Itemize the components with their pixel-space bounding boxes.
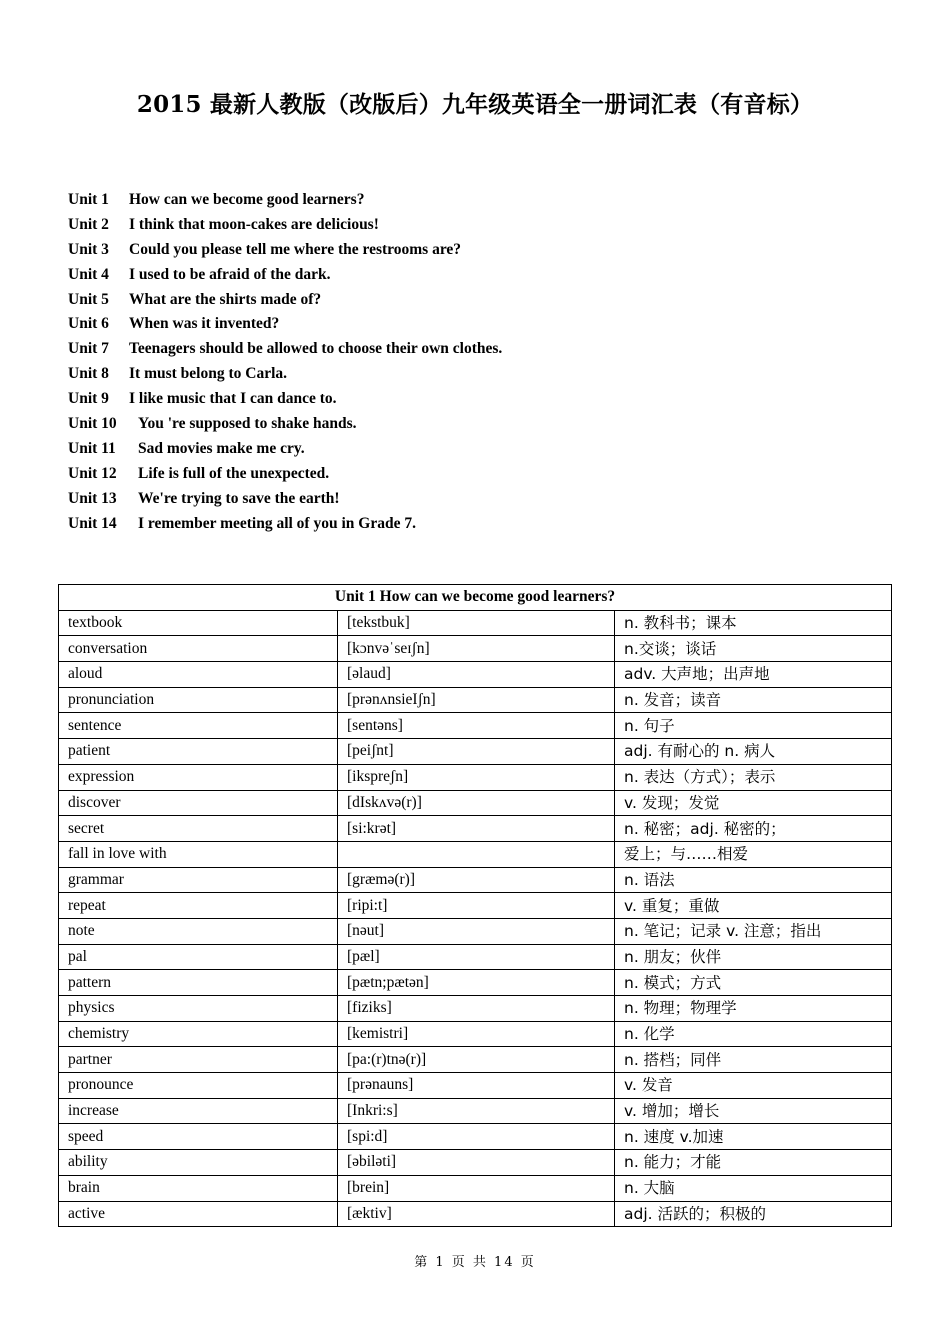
unit-number: Unit 6 xyxy=(68,315,109,333)
vocabulary-table xyxy=(58,584,892,1227)
phonetic-cell: [əlaud] xyxy=(338,662,615,688)
phonetic-cell: [peiʃnt] xyxy=(338,739,615,765)
meaning-cell: n. 能力；才能 xyxy=(615,1150,892,1176)
table-row xyxy=(59,867,892,893)
word-cell: textbook xyxy=(59,610,338,636)
word-cell: patient xyxy=(59,739,338,765)
phonetic-cell: [si:krət] xyxy=(338,816,615,842)
phonetic-cell: [kemistri] xyxy=(338,1021,615,1047)
word-cell: active xyxy=(59,1201,338,1227)
unit-number: Unit 8 xyxy=(68,365,109,383)
phonetic-cell: [pætn;pætən] xyxy=(338,970,615,996)
table-row xyxy=(59,816,892,842)
phonetic-cell: [dIskʌvə(r)] xyxy=(338,790,615,816)
phonetic-cell: [Inkri:s] xyxy=(338,1098,615,1124)
unit-number: Unit 7 xyxy=(68,340,109,358)
word-cell: partner xyxy=(59,1047,338,1073)
meaning-cell: n. 笔记；记录 v. 注意；指出 xyxy=(615,918,892,944)
word-cell: pal xyxy=(59,944,338,970)
word-cell: expression xyxy=(59,764,338,790)
unit-title: We're trying to save the earth! xyxy=(138,489,340,507)
unit-number: Unit 3 xyxy=(68,240,109,258)
meaning-cell: n. 教科书；课本 xyxy=(615,610,892,636)
phonetic-cell: [sentəns] xyxy=(338,713,615,739)
word-cell: ability xyxy=(59,1150,338,1176)
phonetic-cell xyxy=(338,841,615,867)
meaning-cell: v. 发音 xyxy=(615,1073,892,1099)
table-row xyxy=(59,841,892,867)
unit-title: When was it invented? xyxy=(129,315,280,333)
meaning-cell: n.交谈；谈话 xyxy=(615,636,892,662)
table-row xyxy=(59,687,892,713)
unit-list-item xyxy=(68,387,502,412)
meaning-cell: n. 秘密；adj. 秘密的； xyxy=(615,816,892,842)
phonetic-cell: [æktiv] xyxy=(338,1201,615,1227)
word-cell: pronounce xyxy=(59,1073,338,1099)
table-row xyxy=(59,1047,892,1073)
phonetic-cell: [pa:(r)tnə(r)] xyxy=(338,1047,615,1073)
phonetic-cell: [tekstbuk] xyxy=(338,610,615,636)
word-cell: note xyxy=(59,918,338,944)
table-row xyxy=(59,739,892,765)
word-cell: repeat xyxy=(59,893,338,919)
table-row xyxy=(59,636,892,662)
meaning-cell: n. 模式；方式 xyxy=(615,970,892,996)
unit-list-item xyxy=(68,362,502,387)
phonetic-cell: [prənauns] xyxy=(338,1073,615,1099)
unit-title: What are the shirts made of? xyxy=(129,290,322,308)
meaning-cell: n. 搭档；同伴 xyxy=(615,1047,892,1073)
unit-list-item xyxy=(68,263,502,288)
word-cell: brain xyxy=(59,1175,338,1201)
unit-list-item xyxy=(68,288,502,313)
table-row xyxy=(59,1021,892,1047)
meaning-cell: n. 速度 v.加速 xyxy=(615,1124,892,1150)
meaning-cell: v. 重复；重做 xyxy=(615,893,892,919)
unit-number: Unit 9 xyxy=(68,390,109,408)
meaning-cell: n. 句子 xyxy=(615,713,892,739)
unit-number: Unit 14 xyxy=(68,514,117,532)
unit-list-item xyxy=(68,238,502,263)
table-header-row xyxy=(59,585,892,611)
table-row xyxy=(59,996,892,1022)
meaning-cell: adv. 大声地；出声地 xyxy=(615,662,892,688)
unit-title: I remember meeting all of you in Grade 7. xyxy=(138,514,416,532)
unit-list-item xyxy=(68,512,502,537)
word-cell: aloud xyxy=(59,662,338,688)
table-row xyxy=(59,918,892,944)
table-row xyxy=(59,1201,892,1227)
unit-number: Unit 12 xyxy=(68,464,117,482)
meaning-cell: n. 大脑 xyxy=(615,1175,892,1201)
word-cell: chemistry xyxy=(59,1021,338,1047)
unit-list-item xyxy=(68,312,502,337)
word-cell: grammar xyxy=(59,867,338,893)
table-row xyxy=(59,1098,892,1124)
word-cell: secret xyxy=(59,816,338,842)
unit-list-item xyxy=(68,487,502,512)
phonetic-cell: [ripi:t] xyxy=(338,893,615,919)
meaning-cell: n. 物理；物理学 xyxy=(615,996,892,1022)
unit-title: Life is full of the unexpected. xyxy=(138,464,330,482)
phonetic-cell: [brein] xyxy=(338,1175,615,1201)
unit-number: Unit 5 xyxy=(68,290,109,308)
unit-title: It must belong to Carla. xyxy=(129,365,288,383)
word-cell: physics xyxy=(59,996,338,1022)
phonetic-cell: [fiziks] xyxy=(338,996,615,1022)
table-row xyxy=(59,1124,892,1150)
phonetic-cell: [əbiləti] xyxy=(338,1150,615,1176)
unit-list-item xyxy=(68,213,502,238)
table-row xyxy=(59,970,892,996)
meaning-cell: n. 语法 xyxy=(615,867,892,893)
phonetic-cell: [kɔnvəˈseɪʃn] xyxy=(338,636,615,662)
phonetic-cell: [spi:d] xyxy=(338,1124,615,1150)
word-cell: speed xyxy=(59,1124,338,1150)
phonetic-cell: [nəut] xyxy=(338,918,615,944)
table-row xyxy=(59,893,892,919)
unit-number: Unit 4 xyxy=(68,265,109,283)
table-row xyxy=(59,944,892,970)
unit-title: Could you please tell me where the restrooms are? xyxy=(129,240,462,258)
unit-title: I used to be afraid of the dark. xyxy=(129,265,331,283)
table-row xyxy=(59,1073,892,1099)
table-row xyxy=(59,610,892,636)
unit-title: Teenagers should be allowed to choose their own clothes. xyxy=(129,340,503,358)
word-cell: conversation xyxy=(59,636,338,662)
meaning-cell: v. 发现；发觉 xyxy=(615,790,892,816)
meaning-cell: n. 朋友；伙伴 xyxy=(615,944,892,970)
unit-list-item xyxy=(68,188,502,213)
meaning-cell: adj. 活跃的；积极的 xyxy=(615,1201,892,1227)
unit-number: Unit 13 xyxy=(68,489,117,507)
meaning-cell: n. 发音；读音 xyxy=(615,687,892,713)
meaning-cell: n. 表达（方式）；表示 xyxy=(615,764,892,790)
unit-title: Sad movies make me cry. xyxy=(138,439,305,457)
word-cell: fall in love with xyxy=(59,841,338,867)
unit-title: How can we become good learners? xyxy=(129,191,365,208)
vocabulary-rows xyxy=(59,610,892,1227)
unit-list-item xyxy=(68,462,502,487)
word-cell: pronunciation xyxy=(59,687,338,713)
document-title: 2015 最新人教版（改版后）九年级英语全一册词汇表（有音标） xyxy=(136,91,814,118)
table-row xyxy=(59,1175,892,1201)
meaning-cell: n. 化学 xyxy=(615,1021,892,1047)
unit-title: I think that moon-cakes are delicious! xyxy=(129,215,379,233)
meaning-cell: 爱上；与……相爱 xyxy=(615,841,892,867)
unit-title: You 're supposed to shake hands. xyxy=(138,415,357,433)
word-cell: increase xyxy=(59,1098,338,1124)
unit-number: Unit 2 xyxy=(68,215,109,233)
unit-number: Unit 11 xyxy=(68,439,116,457)
word-cell: pattern xyxy=(59,970,338,996)
phonetic-cell: [græmə(r)] xyxy=(338,867,615,893)
table-header: Unit 1 How can we become good learners? xyxy=(59,585,892,611)
word-cell: sentence xyxy=(59,713,338,739)
phonetic-cell: [ikspreʃn] xyxy=(338,764,615,790)
phonetic-cell: [prənʌnsieIʃn] xyxy=(338,687,615,713)
table-row xyxy=(59,790,892,816)
unit-list-item xyxy=(68,337,502,362)
table-row xyxy=(59,713,892,739)
table-row xyxy=(59,764,892,790)
word-cell: discover xyxy=(59,790,338,816)
unit-number: Unit 1 xyxy=(68,191,109,208)
unit-list-item xyxy=(68,412,502,437)
unit-number: Unit 10 xyxy=(68,415,117,433)
page-footer: 第 1 页 共 14 页 xyxy=(414,1255,536,1270)
unit-list xyxy=(68,188,502,536)
unit-list-item xyxy=(68,437,502,462)
unit-title: I like music that I can dance to. xyxy=(129,390,337,408)
meaning-cell: v. 增加；增长 xyxy=(615,1098,892,1124)
meaning-cell: adj. 有耐心的 n. 病人 xyxy=(615,739,892,765)
table-row xyxy=(59,662,892,688)
phonetic-cell: [pæl] xyxy=(338,944,615,970)
table-row xyxy=(59,1150,892,1176)
